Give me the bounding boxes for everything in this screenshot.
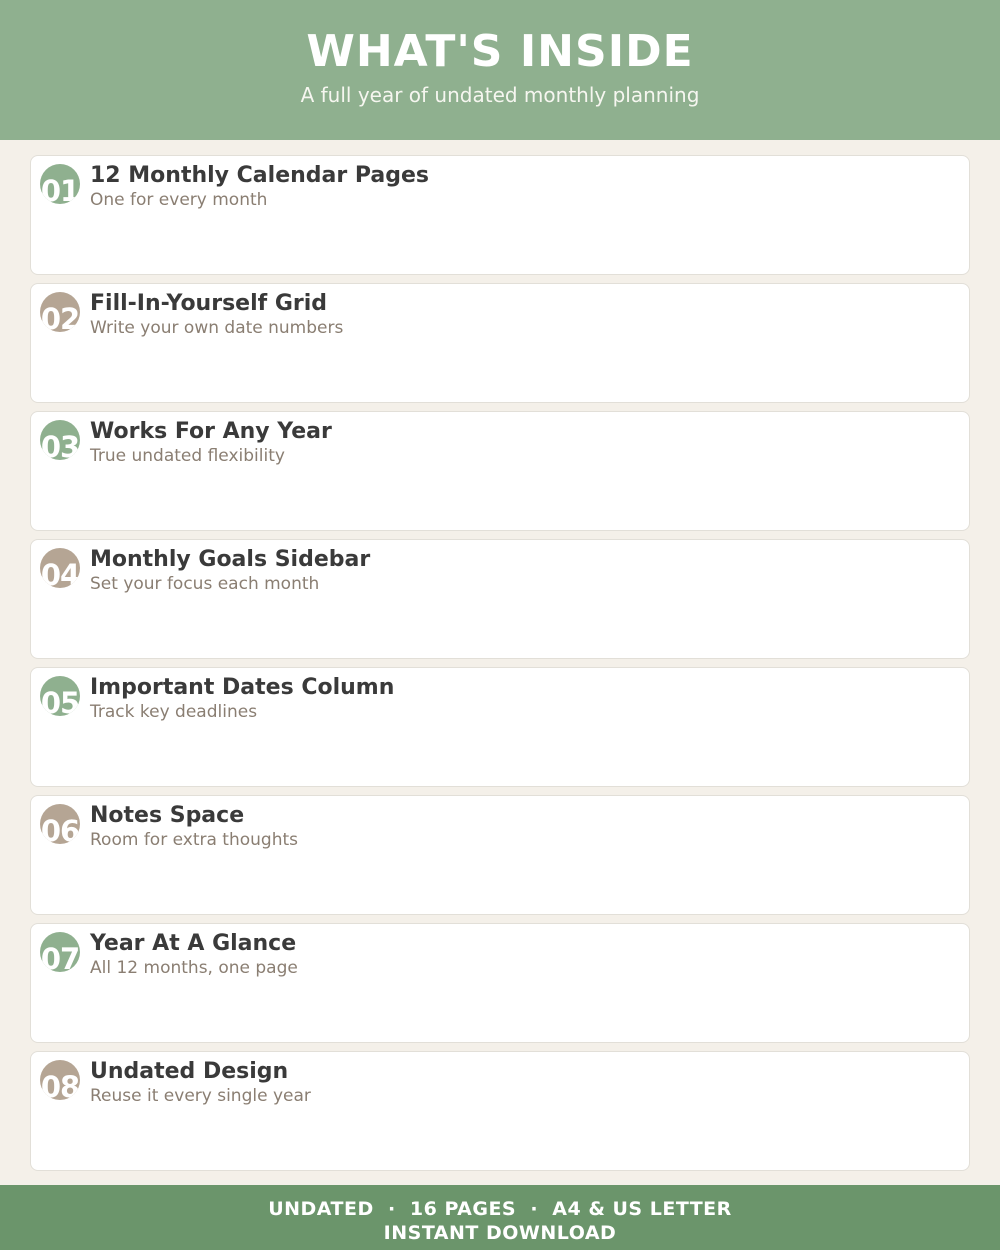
feature-card [30,795,970,915]
number-badge [40,420,80,460]
feature-title: Fill-In-Yourself Grid [90,291,328,316]
number-badge-label: 04 [40,558,80,588]
feature-card [30,411,970,531]
number-badge-label: 07 [40,942,80,972]
footer-specs: UNDATED · 16 PAGES · A4 & US LETTER [268,1198,732,1220]
feature-description: Track key deadlines [90,702,258,722]
feature-title: 12 Monthly Calendar Pages [90,163,430,188]
feature-title: Works For Any Year [90,419,332,444]
number-badge-label: 03 [40,430,80,460]
feature-description: True undated flexibility [90,446,285,466]
number-badge-label: 06 [40,814,80,844]
page-title: WHAT'S INSIDE [306,26,694,77]
number-badge [40,932,80,972]
page-subtitle: A full year of undated monthly planning [300,83,700,107]
feature-description: Write your own date numbers [90,318,344,338]
number-badge [40,804,80,844]
number-badge [40,292,80,332]
number-badge-label: 01 [40,174,80,204]
number-badge [40,548,80,588]
feature-card [30,923,970,1043]
feature-card [30,539,970,659]
feature-description: All 12 months, one page [90,958,298,978]
feature-card [30,155,970,275]
feature-description: Room for extra thoughts [90,830,298,850]
header-banner [0,0,1000,140]
feature-card [30,667,970,787]
feature-list [30,155,970,1179]
feature-title: Undated Design [90,1059,289,1084]
footer-banner [0,1185,1000,1250]
feature-title: Important Dates Column [90,675,395,700]
feature-title: Monthly Goals Sidebar [90,547,371,572]
footer-download: INSTANT DOWNLOAD [383,1222,617,1244]
feature-description: Reuse it every single year [90,1086,311,1106]
feature-card [30,283,970,403]
number-badge-label: 08 [40,1070,80,1100]
feature-description: Set your focus each month [90,574,320,594]
number-badge [40,1060,80,1100]
feature-description: One for every month [90,190,268,210]
number-badge [40,164,80,204]
number-badge-label: 02 [40,302,80,332]
number-badge [40,676,80,716]
number-badge-label: 05 [40,686,80,716]
feature-card [30,1051,970,1171]
feature-title: Notes Space [90,803,245,828]
feature-title: Year At A Glance [90,931,297,956]
